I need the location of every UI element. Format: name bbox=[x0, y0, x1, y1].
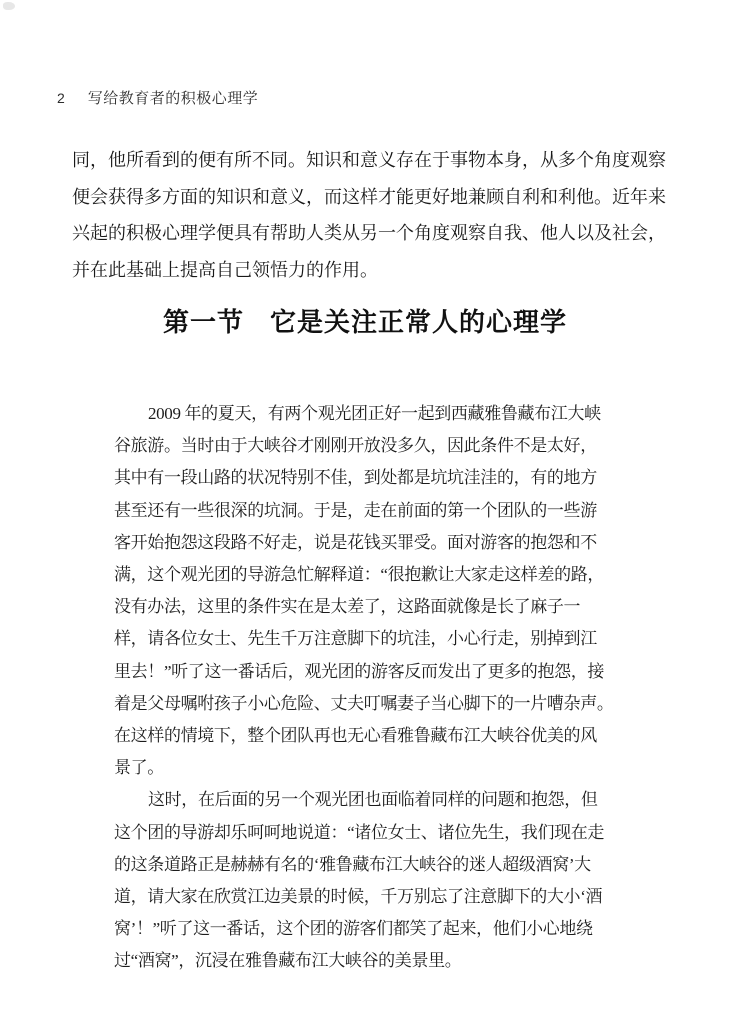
text-line: 过“酒窝”，沉浸在雅鲁藏布江大峡谷的美景里。 bbox=[114, 951, 462, 971]
text-line: 在这样的情境下，整个团队再也无心看雅鲁藏布江大峡谷优美的风 bbox=[114, 726, 597, 746]
section-title: 它是关注正常人的心理学 bbox=[270, 308, 568, 337]
text-line: 甚至还有一些很深的坑洞。于是，走在前面的第一个团队的一些游 bbox=[114, 500, 597, 520]
story-text bbox=[114, 398, 614, 978]
text-line: 并在此基础上提高自己领悟力的作用。 bbox=[72, 259, 378, 280]
text-line: 没有办法，这里的条件实在是太差了，这路面就像是长了麻子一 bbox=[114, 597, 581, 617]
text-line: 兴起的积极心理学便具有帮助人类从另一个角度观察自我、他人以及社会， bbox=[72, 223, 666, 244]
text-line: 同，他所看到的便有所不同。知识和意义存在于事物本身，从多个角度观察 bbox=[72, 150, 666, 170]
section-number: 第一节 bbox=[162, 308, 244, 337]
text-line: 景了。 bbox=[114, 758, 164, 778]
text-line: 其中有一段山路的状况特别不佳，到处都是坑坑洼洼的，有的地方 bbox=[114, 468, 597, 488]
text-line: 这个团的导游却乐呵呵地说道：“诸位女士、诸位先生，我们现在走 bbox=[114, 822, 605, 842]
text-line: 2009 年的夏天，有两个观光团正好一起到西藏雅鲁藏布江大峡 bbox=[148, 404, 601, 423]
running-head bbox=[57, 87, 258, 108]
text-line: 道，请大家在欣赏江边美景的时候，千万别忘了注意脚下的大小‘酒 bbox=[114, 887, 603, 907]
text-line: 样，请各位女士、先生千万注意脚下的坑洼，小心行走，别掉到江 bbox=[114, 629, 597, 649]
text-line: 着是父母嘱咐孩子小心危险、丈夫叮嘱妻子当心脚下的一片嘈杂声。 bbox=[114, 693, 614, 713]
text-line: 满，这个观光团的导游急忙解释道：“很抱歉让大家走这样差的路， bbox=[114, 565, 605, 585]
scan-smudge bbox=[3, 2, 15, 10]
text-line: 窝’！”听了这一番话，这个团的游客们都笑了起来，他们小心地绕 bbox=[114, 919, 593, 939]
text-line: 客开始抱怨这段路不好走，说是花钱买罪受。面对游客的抱怨和不 bbox=[114, 532, 597, 552]
intro-paragraph bbox=[72, 142, 672, 288]
text-line: 这时，在后面的另一个观光团也面临着同样的问题和抱怨，但 bbox=[148, 790, 598, 810]
section-heading bbox=[0, 302, 730, 344]
page-number: 2 bbox=[57, 90, 65, 106]
text-line: 谷旅游。当时由于大峡谷才刚刚开放没多久，因此条件不是太好， bbox=[114, 436, 597, 456]
text-line: 便会获得多方面的知识和意义，而这样才能更好地兼顾自利和利他。近年来 bbox=[72, 186, 666, 207]
text-line: 的这条道路正是赫赫有名的‘雅鲁藏布江大峡谷的迷人超级酒窝’大 bbox=[114, 854, 591, 874]
text-line: 里去！”听了这一番话后，观光团的游客反而发出了更多的抱怨，接 bbox=[114, 661, 605, 681]
running-head-title: 写给教育者的积极心理学 bbox=[87, 90, 259, 107]
